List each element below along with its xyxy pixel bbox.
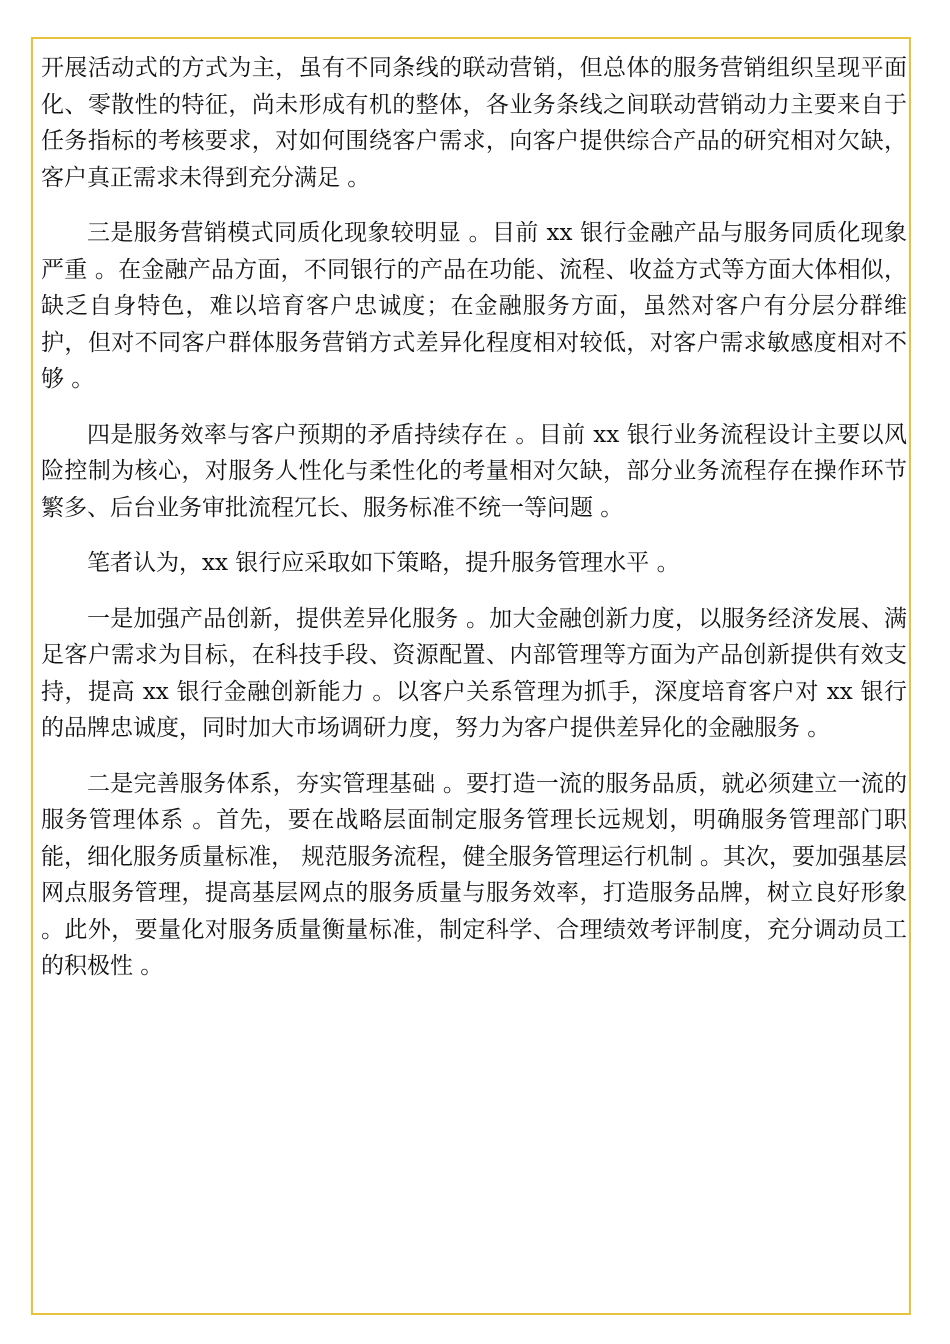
paragraph-1: 开展活动式的方式为主，虽有不同条线的联动营销，但总体的服务营销组织呈现平面化、零散性的特征，尚未形成有机的整体，各业务条线之间联动营销动力主要来自于任务指标的考核要求，对如何围绕客户需求，向客户提供综合产品的研究相对欠缺，客户真正需求未得到充分满足 。 — [41, 55, 907, 191]
paragraph-2: 三是服务营销模式同质化现象较明显 。目前 xx 银行金融产品与服务同质化现象严重 。在金融产品方面，不同银行的产品在功能、流程、收益方式等方面大体相似，缺乏自身特色，难以培育客户忠诚度；在金融服务方面，虽然对客户有分层分群维护，但对不同客户群体服务营销方式差异化程度相对较低，对客户需求敏感度相对不够 。 — [41, 220, 907, 392]
paragraph-3: 四是服务效率与客户预期的矛盾持续存在 。目前 xx 银行业务流程设计主要以风险控制为核心，对服务人性化与柔性化的考量相对欠缺，部分业务流程存在操作环节繁多、后台业务审批流程冗长、服务标准不统一等问题 。 — [41, 421, 907, 521]
paragraph-6: 二是完善服务体系，夯实管理基础 。要打造一流的服务品质，就必须建立一流的服务管理体系 。首先，要在战略层面制定服务管理长远规划，明确服务管理部门职能，细化服务质量标准， 规范服务流程，健全服务管理运行机制 。其次，要加强基层网点服务管理，提高基层网点的服务质量与服务效率，打造服务品牌，树立良好形象 。此外，要量化对服务质量衡量标准，制定科学、合理绩效考评制度，充分调动员工的积极性 。 — [41, 770, 907, 979]
paragraph-4: 笔者认为，xx 银行应采取如下策略，提升服务管理水平 。 — [87, 550, 680, 576]
document-body — [41, 50, 907, 1004]
paragraph-5: 一是加强产品创新，提供差异化服务 。加大金融创新力度，以服务经济发展、满足客户需求为目标，在科技手段、资源配置、内部管理等方面为产品创新提供有效支持，提高 xx 银行金融创新能力 。以客户关系管理为抓手，深度培育客户对 xx 银行的品牌忠诚度，同时加大市场调研力度，努力为客户提供差异化的金融服务 。 — [41, 605, 907, 741]
